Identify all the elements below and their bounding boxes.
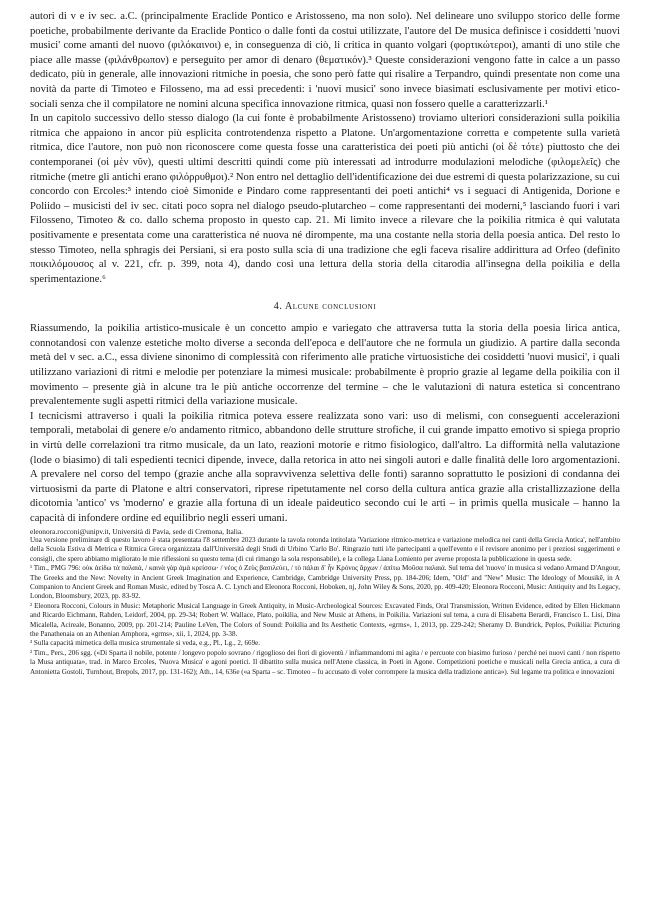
footnote-4: ² Tim., Pers., 206 sgg. («Di Sparta il nobile, potente / longevo popolo sovrano / rigoglioso dei fiori di gioventù / infiammandomi mi agita / e percuote con biasimo furioso / perché nei nuovi canti / non rispetto la Musa antiquata», trad. in Marco Ercoles, 'Nuova Musica' e agoni poetici. Il dibattito sulla musica nell'Atene classica, in Poeti in Agone. Competizioni poetiche e musicali nella Grecia antica, a cura di Antonietta Gostoli, Turnhout, Brepols, 2017, pp. 131-162); Ath., 14, 636e («a Sparta – sc. Timoteo – fu accusato di voler corrompere la musica della tradizione antica»). Sul legame tra politica e innovazioni bbox=[30, 648, 620, 676]
body-paragraph-2: In un capitolo successivo dello stesso dialogo (la cui fonte è probabilmente Aristosseno) troviamo ulteriori considerazioni sulla poikilia ritmica che appaiono in ancor più esplicita controtendenza rispetto a Platone. Un'argomentazione corretta e competente sulla varietà ritmica, dice l'autore, non può non riconoscere come questa fosse una caratteristica dei poeti più antichi (οἱ δὲ τότε) piuttosto che dei contemporanei (οἱ μὲν νῦν), questi ultimi descritti quindi come più interessati ad introdurre modulazioni melodiche (φιλομελεῖς) che ritmiche (metre gli antichi erano φιλόρρυθμοι).² Non entro nel dettaglio dell'identificazione dei due estremi di questa polarizzazione, su cui concordo con Ercoles:³ intendo cioè Simonide e Pindaro come rappresentanti dei poeti antichi⁴ vs i seguaci di Antigenida, Dorione e Poliido – musicisti del iv sec. citati poco sopra nel dialogo pseudo-plutarcheo – come rappresentanti dei moderni,⁵ lasciando fuori i vari Filosseno, Timoteo & co. dallo schema proposto in questo cap. 21. Mi limito invece a rilevare che la poikilia ritmica è qui valutata positivamente e presentata come una caratteristica né nuova né dirompente, ma una costante nella storia della poesia antica. Del resto lo stesso Timoteo, nella sphragis dei Persiani, si era posto sulla scia di una tradizione che egli faceva risalire addirittura ad Orfeo (definito ποικιλόμουσος al v. 221, cfr. p. 399, nota 4), dando così una lettura della storia della citarodia all'insegna della poikilia e della sperimentazione.⁶ bbox=[30, 113, 620, 285]
conclusion-text bbox=[30, 322, 620, 526]
body-paragraph-1: autori di v e iv sec. a.C. (principalmente Eraclide Pontico e Aristosseno, ma non solo). Nel delineare uno sviluppo storico delle forme poetiche, probabilmente derivante da Eraclide Pontico o dalle fonti da costui utilizzate, l'autore del De musica definisce i cosiddetti 'nuovi musici' come amanti del nuovo (φιλόκαινοι) e, in conseguenza di ciò, li critica in quanto volgari (φορτικώτεροι), amanti di uno stile che piace alle masse (φιλάνθρωπον) e perseguito per amor di denaro (θεματικόν).³ Queste considerazioni vengono fatte in calce a un passo dedicato, più in generale, alle innovazioni ritmiche in poesia, che sono però fatte qui risalire a Terpandro, quindi presentate non come una novità da parte di Timoteo e Filosseno, ma ad essi precedenti: i 'nuovi musici' sono invece biasimati esclusivamente per motivi etico-sociali senza che il compilatore ne nomini alcuna specifica innovazione ritmica, quasi non fossero quelle a caratterizzarli.¹ bbox=[30, 11, 620, 110]
section-heading: 4. Alcune conclusioni bbox=[273, 301, 377, 313]
footnote-1: ¹ Tim., PMG 796: οὐκ ἀείδω τὰ παλαιά, / καινὰ γὰρ ἀμὰ κρείσσω· / νέος ὁ Ζεὺς βασιλεύει, / τὸ πάλαι δ' ἦν Κρόνος ἄρχων / ἀπίτω Μοῦσα παλαιά. Sul tema del 'nuovo' in musica si vedano Armand D'Angour, The Greeks and the New: Novelty in Ancient Greek Imagination and Experience, Cambridge, Cambridge University Press, pp. 184-206; Idem, "Old" and "New" Music: The Ideology of Mousikē, in A Companion to Ancient Greek and Roman Music, edited by Tosca A. C. Lynch and Eleonora Rocconi, Hoboken, nj, John Wiley & Sons, 2020, pp. 409-420; Eleonora Rocconi, Music: Antiquity and Its Legacy, London, Bloomsbury, 2023, pp. 83-92. bbox=[30, 564, 620, 601]
document-page bbox=[30, 10, 620, 677]
conclusion-paragraph-2: I tecnicismi attraverso i quali la poikilia ritmica poteva essere realizzata sono vari: uso di melismi, con conseguenti accelerazioni temporali, metabolai di genere e/o andamento ritmico, abbandono delle strutture strofiche, il cui grande impatto emotivo si spiega proprio in virtù delle correlazioni tra ritmo musicale, da un lato, reazioni motorie e ritmo fisiologico, dall'altro. La difformità nella valutazione (lode o biasimo) di tali espedienti tecnici dipende, invece, dalla retorica in atto nei singoli autori e dalle finalità delle loro argomentazioni. A prevalere nel corso del tempo (grazie anche alla sopravvivenza selettiva delle fonti) saranno soprattutto le posizioni di condanna dei virtuosismi da parte di Platone e altri conservatori, riprese ripetutamente nel corso della cultura antica grazie alla cristallizzazione della dicotomia 'antico' vs 'moderno' e grazie alla fortuna di un ideale paideutico secondo cui le arti – in primis quella musicale – hanno la capacità di infondere ordine ed equilibrio negli esseri umani. bbox=[30, 410, 620, 524]
footnote-3: ³ Sulla capacità mimetica della musica strumentale si veda, e.g., Pl., Lg., 2, 669e. bbox=[30, 639, 261, 648]
author-affiliation: eleonora.rocconi@unipv.it, Università di Pavia, sede di Cremona, Italia. bbox=[30, 526, 243, 536]
body-text bbox=[30, 10, 620, 287]
footnote-acknowledgement: Una versione preliminare di questo lavoro è stata presentata l'8 settembre 2023 durante la tavola rotonda intitolata 'Variazione ritmico-metrica e variazione melodica nei canti della Grecia Antica', nell'ambito della Scuola Estiva di Metrica e Ritmica Greca organizzata dall'Università degli Studi di Urbino 'Carlo Bo'. Ringrazio tutti i/le partecipanti a quell'evento e il revisore anonimo per i preziosi suggerimenti e consigli, che spero abbiamo migliorato le mie riflessioni su questo tema (di cui rimango la sola responsabile), e la collega Liana Lomiento per averne proposta la pubblicazione in questa sede. bbox=[30, 536, 620, 563]
conclusion-paragraph-1: Riassumendo, la poikilia artistico-musicale è un concetto ampio e variegato che attraversa tutta la storia della poesia lirica antica, connotandosi con valenze estetiche molto diverse a seconda dell'epoca e dell'autore che ne formula un giudizio. A partire dalla seconda metà del v sec. a.C., essa diviene sinonimo di complessità con riferimento alle pratiche virtuosistiche dei cosiddetti 'nuovi musici', i quali utilizzano variazioni di ritmi e melodie per potenziare la mimesi musicale: probabilmente è proprio grazie al legame della poikilia con il movimento – presente già in alcune tra le più antiche occorrenze del termine – che le valutazioni di natura estetica si concentrano prevalentemente sugli aspetti ritmici della variazione musicale. bbox=[30, 323, 620, 408]
footnotes-block bbox=[30, 527, 620, 678]
footnote-2: ² Eleonora Rocconi, Colours in Music: Metaphoric Musical Language in Greek Antiquity, in Music-Archeological Sources: Excavated Finds, Oral Transmission, Written Evidence, edited by Ellen Hickmann and Ricardo Eichmann, Rahden, Leidorf, 2004, pp. 29-34; Robert W. Wallace, Plato, poikilia, and New Music at Athens, in Poikilia. Variazioni sul tema, a cura di Elisabetta Berardi, Francisco L. Lisi, Dina Micalella, Acireale, Bonanno, 2009, pp. 201-214; Pauline LeVen, The Colors of Sound: Poikilia and Its Aesthetic Contexts, «grms», 1, 2013, pp. 229-242; Sheramy D. Bundrick, Peplos, Poikilia: Picturing the Panathenaia on an Athenian Amphora, «grms», xii, 1, 2024, pp. 3-38. bbox=[30, 601, 620, 639]
